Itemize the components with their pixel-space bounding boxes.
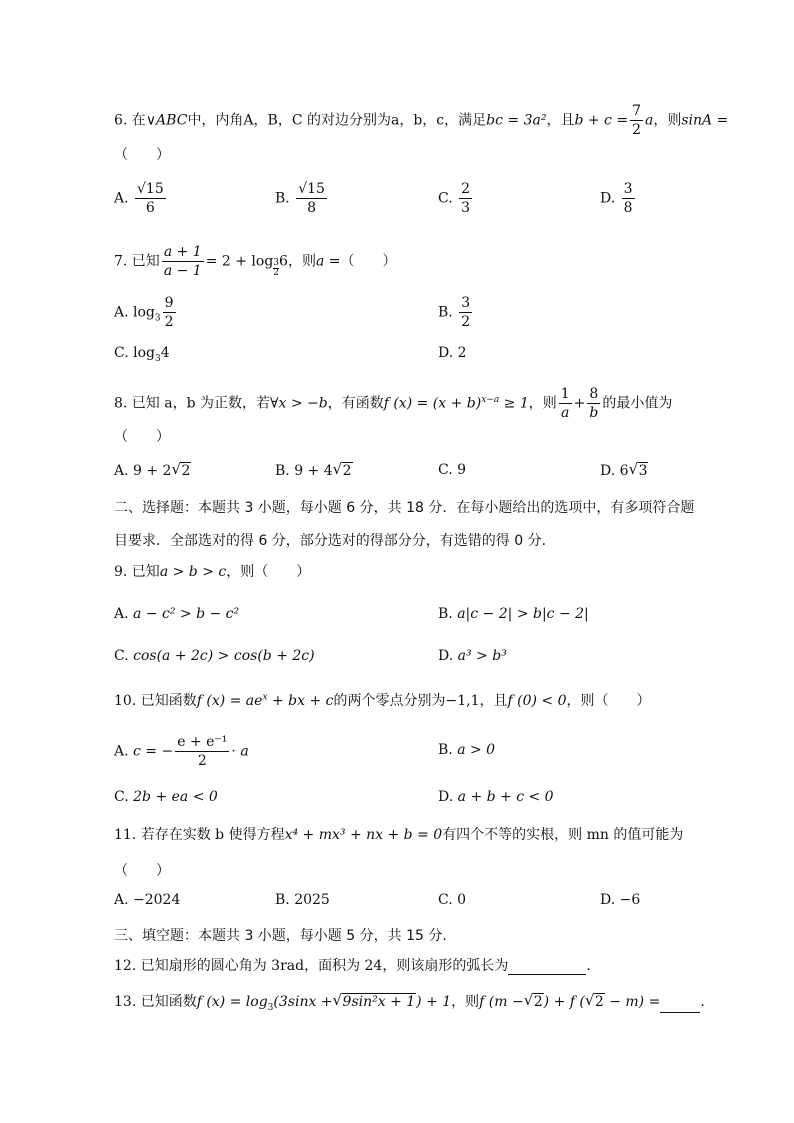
q9-option-d[interactable]: [438, 648, 507, 664]
q10-option-c[interactable]: [114, 789, 218, 805]
option-label: A.: [114, 463, 129, 479]
q8-func: f (x) = (x + b): [383, 395, 482, 412]
option-num: √15: [137, 181, 164, 197]
q11-stem: [114, 824, 683, 844]
q6-text-b: 中，内角A，B，C 的对边分别为a，b，c，满足: [187, 112, 487, 129]
option-num: 2: [461, 181, 471, 197]
q8-cond: ∀x > −b: [270, 395, 328, 412]
q6-ask: sinA =: [681, 112, 729, 129]
option-label: B.: [275, 190, 290, 207]
q13-expr-a: f (m −: [479, 994, 524, 1010]
section2-heading-line2: 目要求．全部选对的得 6 分，部分选对的得部分分，有选错的得 0 分．: [114, 533, 556, 549]
option-label: B.: [438, 742, 453, 758]
option-num: 3: [461, 295, 471, 311]
option-expr: a|c − 2| > b|c − 2|: [457, 606, 589, 622]
q9-option-c[interactable]: [114, 648, 315, 664]
q13-stem: [114, 991, 714, 1013]
q7-log-arg: 6: [279, 253, 288, 270]
option-log-base: 3: [154, 313, 161, 324]
q6-text-d: ，则: [653, 112, 682, 129]
q10-stem: [114, 690, 651, 710]
q13-func-b: (3sinx +: [273, 994, 333, 1010]
q11-option-d[interactable]: D. −6: [600, 892, 641, 908]
q8-text-b: ，有函数: [327, 395, 384, 412]
q8-exp: x−a: [481, 394, 500, 405]
option-label: C.: [114, 789, 129, 805]
q6-answer-paren: （ ）: [114, 147, 170, 163]
q7-frac-den: a − 1: [163, 263, 202, 279]
q8-frac2: [587, 385, 600, 422]
q7-fraction: [162, 243, 204, 280]
option-value: 9 + 4: [294, 463, 333, 479]
option-log: log: [133, 345, 155, 361]
q13-number: 13. 已知函数: [114, 994, 197, 1010]
q8-number: 8. 已知 a，b 为正数，若: [114, 395, 271, 412]
q10-cond: f (0) < 0: [507, 693, 567, 709]
q10-func-tail: + bx + c: [267, 693, 334, 709]
q8-f2-num: 8: [587, 385, 600, 404]
option-label: A.: [114, 304, 129, 321]
q8-option-b[interactable]: [275, 462, 353, 479]
q9-option-a[interactable]: [114, 606, 239, 622]
q6-cond1: bc = 3a²: [486, 112, 547, 129]
q6-option-b[interactable]: [275, 180, 329, 217]
radicand: 2: [181, 463, 191, 479]
q8-plus: +: [573, 395, 586, 412]
option-fraction: [163, 294, 176, 331]
option-fraction: [135, 180, 166, 217]
q8-frac1: [559, 385, 572, 422]
q11-number: 11. 若存在实数 b 使得方程: [114, 827, 285, 843]
option-num: √15: [298, 181, 325, 197]
option-fraction: [175, 733, 229, 770]
radicand: 2: [342, 463, 352, 479]
q7-frac-num: a + 1: [163, 244, 202, 260]
option-den: 2: [197, 753, 207, 769]
option-den: 2: [461, 314, 471, 330]
q10-option-d[interactable]: [438, 789, 554, 805]
q7-option-d[interactable]: D. 2: [438, 345, 467, 361]
q9-cond: a > b > c: [159, 564, 227, 580]
option-label: D.: [600, 190, 616, 207]
q9-number: 9. 已知: [114, 564, 160, 580]
option-value: 9 + 2: [133, 463, 172, 479]
option-expr: a > 0: [457, 742, 496, 758]
option-fraction: [459, 294, 472, 331]
option-pre: c = −: [133, 743, 174, 760]
q13-expr-c: − m) =: [604, 994, 661, 1010]
q10-text-b: 的两个零点分别为: [333, 693, 446, 709]
option-expr: a − c² > b − c²: [133, 606, 240, 622]
radicand: 2: [533, 994, 543, 1010]
q10-func: f (x) = ae: [196, 693, 263, 709]
option-label: C.: [114, 345, 129, 361]
q10-text-d: ，则（ ）: [566, 693, 651, 709]
radicand: 9sin²x + 1: [342, 994, 416, 1010]
q10-option-b[interactable]: [438, 742, 495, 758]
q8-f1-den: a: [561, 405, 570, 421]
q11-text-b: 有四个不等的实根，则 mn 的值可能为: [442, 827, 684, 843]
q6-option-a[interactable]: [114, 180, 168, 217]
q9-stem: [114, 561, 310, 581]
option-den: 6: [145, 200, 155, 216]
option-expr: a + b + c < 0: [457, 789, 554, 805]
q12-text: 12. 已知扇形的圆心角为 3rad，面积为 24，则该扇形的弧长为: [114, 958, 509, 974]
q7-eq: = 2 + log: [205, 253, 274, 270]
option-label: D.: [438, 789, 454, 805]
option-log-base: 3: [155, 353, 161, 364]
option-label: A.: [114, 743, 129, 760]
q8-f2-den: b: [589, 405, 599, 421]
q8-stem: [114, 385, 672, 422]
q6-option-c[interactable]: [438, 180, 474, 217]
q13-text-b: ，则: [451, 994, 480, 1010]
option-label: C.: [438, 190, 453, 207]
q6-number: 6. 在: [114, 112, 146, 129]
sqrt-symbol: √ 2: [332, 460, 352, 479]
q9-option-b[interactable]: [438, 606, 589, 622]
option-num: 9: [164, 295, 174, 311]
option-value: 6: [619, 463, 629, 479]
option-fraction: [622, 180, 635, 217]
q7-option-c[interactable]: [114, 345, 170, 364]
q8-option-d[interactable]: [600, 462, 648, 479]
option-num: 3: [623, 181, 633, 197]
option-log-arg: 4: [160, 345, 170, 361]
q8-text-d: 的最小值为: [602, 395, 673, 412]
q7-option-b[interactable]: [438, 294, 474, 331]
q10-text-c: ，且: [479, 693, 508, 709]
option-den: 8: [623, 200, 633, 216]
sqrt-symbol: √ 9sin²x + 1: [332, 991, 416, 1010]
option-expr: a³ > b³: [457, 648, 507, 664]
q7-text-b: ，则: [287, 253, 316, 270]
q12-end: ．: [586, 958, 601, 974]
option-label: A.: [114, 606, 129, 622]
q6-fraction: [630, 102, 643, 139]
option-num: e + e⁻¹: [177, 734, 228, 750]
option-den: 3: [461, 200, 471, 216]
q6-triangle: ∨ABC: [145, 112, 188, 129]
q6-frac-num: 7: [632, 103, 642, 119]
option-label: B.: [438, 304, 453, 321]
option-fraction: [459, 180, 472, 217]
q11-option-c[interactable]: C. 0: [438, 892, 467, 908]
option-den: 8: [307, 200, 317, 216]
q9-tail: ，则（ ）: [226, 564, 311, 580]
sqrt-symbol: √ 2: [171, 460, 191, 479]
q6-option-d[interactable]: [600, 180, 637, 217]
q7-base-num: 3: [273, 257, 280, 268]
q12-answer-blank[interactable]: [508, 960, 586, 975]
q6-cond2-post: a: [645, 112, 654, 129]
option-label: B.: [275, 463, 290, 479]
q10-exp: x: [262, 692, 268, 703]
option-expr: cos(a + 2c) > cos(b + 2c): [133, 648, 315, 664]
radicand: 2: [594, 994, 604, 1010]
sqrt-symbol: √ 3: [628, 460, 648, 479]
q7-ask: a =: [315, 253, 341, 270]
q11-answer-paren: （ ）: [114, 863, 170, 879]
option-expr: 2b + ea < 0: [133, 789, 218, 805]
sqrt-symbol: √ 2: [584, 991, 604, 1010]
q6-cond2-pre: b + c =: [574, 112, 629, 129]
q8-ineq: ≥ 1: [499, 395, 529, 412]
option-den: 2: [164, 314, 174, 330]
q11-option-a[interactable]: A. −2024: [114, 892, 181, 908]
q8-f1-num: 1: [560, 386, 570, 402]
q7-base-den: 2: [273, 267, 280, 278]
option-label: D.: [438, 648, 454, 664]
q13-func-c: ) + 1: [416, 994, 452, 1010]
q7-paren: （ ）: [340, 253, 397, 270]
q6-stem: [114, 102, 728, 139]
q7-number: 7. 已知: [114, 253, 160, 270]
q10-number: 10. 已知函数: [114, 693, 197, 709]
option-log: log: [133, 304, 155, 321]
option-post: · a: [231, 743, 249, 760]
q13-answer-blank[interactable]: [660, 998, 700, 1013]
option-label: A.: [114, 190, 129, 207]
sqrt-symbol: √ 2: [523, 991, 543, 1010]
section2-heading-line1: 二、选择题：本题共 3 小题，每小题 6 分，共 18 分．在每小题给出的选项中，有多项符合题: [114, 500, 695, 516]
q12-stem: [114, 955, 600, 975]
q6-text-c: ，且: [546, 112, 575, 129]
option-label: B.: [438, 606, 453, 622]
q13-expr-b: ) + f (: [543, 994, 585, 1010]
q7-option-a[interactable]: [114, 294, 178, 331]
q8-option-a[interactable]: [114, 462, 191, 479]
radicand: 3: [638, 463, 648, 479]
q8-answer-paren: （ ）: [114, 429, 170, 445]
q13-func-a: f (x) = log: [196, 994, 268, 1010]
option-label: D.: [600, 463, 616, 479]
q11-option-b[interactable]: B. 2025: [275, 892, 330, 908]
option-label: C.: [114, 648, 129, 664]
q10-zeros: −1,1: [445, 693, 480, 709]
q13-log-base: 3: [267, 1002, 274, 1013]
q7-stem: [114, 243, 396, 280]
q8-text-c: ，则: [528, 395, 557, 412]
q10-option-a[interactable]: [114, 733, 249, 770]
section3-heading: 三、填空题：本题共 3 小题，每小题 5 分，共 15 分．: [114, 928, 457, 944]
q13-end: ．: [700, 994, 715, 1010]
q8-option-c[interactable]: C. 9: [438, 462, 467, 478]
q11-eq: x⁴ + mx³ + nx + b = 0: [284, 827, 443, 843]
q6-frac-den: 2: [632, 122, 642, 138]
option-fraction: [296, 180, 327, 217]
